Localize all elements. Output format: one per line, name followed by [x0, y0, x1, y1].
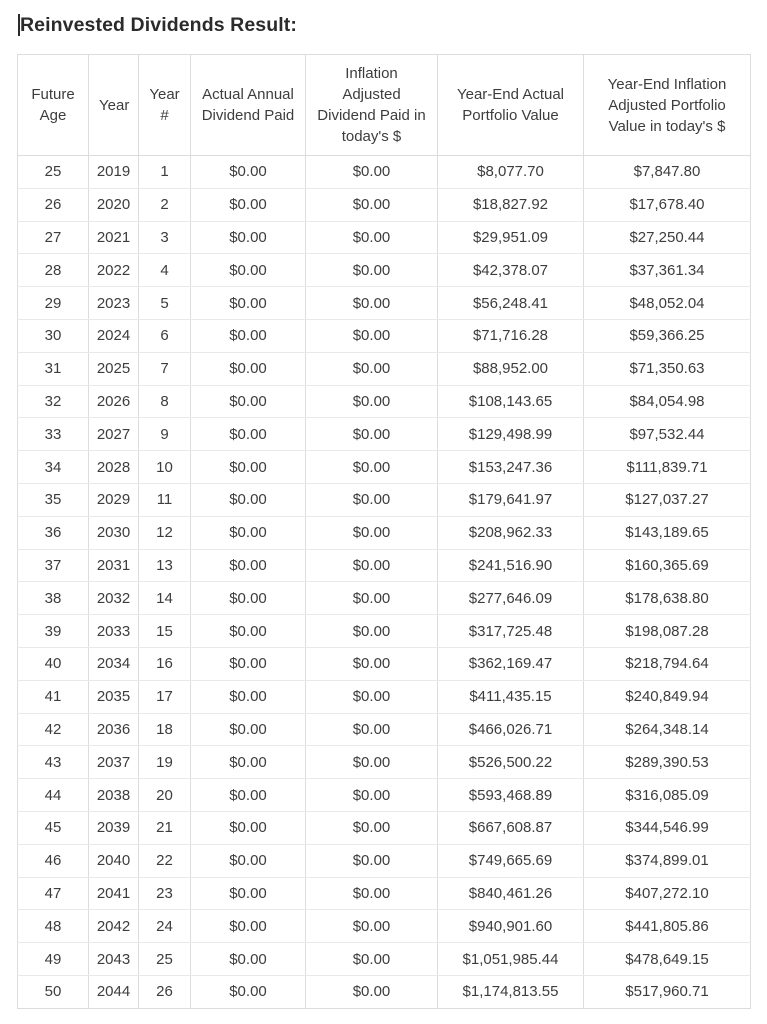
- table-row: [18, 647, 751, 680]
- table-cell: $0.00: [306, 516, 438, 549]
- table-cell: $71,350.63: [584, 352, 751, 385]
- table-cell: $0.00: [191, 254, 306, 287]
- table-cell: 2044: [89, 975, 139, 1008]
- table-row: [18, 713, 751, 746]
- table-cell: $0.00: [191, 549, 306, 582]
- table-cell: $374,899.01: [584, 844, 751, 877]
- table-row: [18, 811, 751, 844]
- table-cell: $108,143.65: [438, 385, 584, 418]
- table-cell: 2031: [89, 549, 139, 582]
- table-cell: 50: [18, 975, 89, 1008]
- table-cell: $179,641.97: [438, 483, 584, 516]
- table-row: [18, 844, 751, 877]
- table-cell: $27,250.44: [584, 221, 751, 254]
- table-row: [18, 156, 751, 189]
- table-cell: 26: [139, 975, 191, 1008]
- table-cell: 2027: [89, 418, 139, 451]
- table-cell: 2035: [89, 680, 139, 713]
- table-cell: $0.00: [191, 680, 306, 713]
- table-cell: 2039: [89, 811, 139, 844]
- table-cell: 42: [18, 713, 89, 746]
- table-cell: $749,665.69: [438, 844, 584, 877]
- table-cell: $0.00: [306, 647, 438, 680]
- table-cell: 49: [18, 943, 89, 976]
- table-cell: 43: [18, 746, 89, 779]
- table-cell: $127,037.27: [584, 483, 751, 516]
- table-row: [18, 254, 751, 287]
- table-cell: $0.00: [191, 352, 306, 385]
- table-cell: 8: [139, 385, 191, 418]
- table-cell: $840,461.26: [438, 877, 584, 910]
- table-cell: $153,247.36: [438, 451, 584, 484]
- table-cell: $129,498.99: [438, 418, 584, 451]
- table-cell: $277,646.09: [438, 582, 584, 615]
- table-cell: $0.00: [191, 615, 306, 648]
- table-cell: $71,716.28: [438, 319, 584, 352]
- table-cell: 2033: [89, 615, 139, 648]
- table-cell: $0.00: [306, 418, 438, 451]
- table-cell: $0.00: [306, 615, 438, 648]
- table-cell: $0.00: [191, 188, 306, 221]
- table-cell: 30: [18, 319, 89, 352]
- table-cell: $0.00: [191, 943, 306, 976]
- table-cell: 33: [18, 418, 89, 451]
- table-cell: $441,805.86: [584, 910, 751, 943]
- table-cell: 1: [139, 156, 191, 189]
- table-row: [18, 549, 751, 582]
- table-cell: $0.00: [306, 779, 438, 812]
- table-cell: 2041: [89, 877, 139, 910]
- table-cell: $59,366.25: [584, 319, 751, 352]
- table-cell: 3: [139, 221, 191, 254]
- table-row: [18, 287, 751, 320]
- table-cell: 2020: [89, 188, 139, 221]
- table-cell: 38: [18, 582, 89, 615]
- table-cell: $88,952.00: [438, 352, 584, 385]
- table-cell: 25: [18, 156, 89, 189]
- table-cell: $0.00: [191, 483, 306, 516]
- table-body: [18, 156, 751, 1009]
- table-cell: $42,378.07: [438, 254, 584, 287]
- table-cell: $48,052.04: [584, 287, 751, 320]
- table-row: [18, 779, 751, 812]
- table-cell: 25: [139, 943, 191, 976]
- table-cell: $0.00: [191, 385, 306, 418]
- table-cell: $0.00: [191, 647, 306, 680]
- table-cell: $0.00: [306, 549, 438, 582]
- table-cell: 21: [139, 811, 191, 844]
- table-cell: 19: [139, 746, 191, 779]
- table-cell: 35: [18, 483, 89, 516]
- table-cell: 37: [18, 549, 89, 582]
- table-cell: $0.00: [191, 811, 306, 844]
- table-row: [18, 319, 751, 352]
- table-cell: 2036: [89, 713, 139, 746]
- table-cell: 2029: [89, 483, 139, 516]
- column-header: Year-End Actual Portfolio Value: [438, 55, 584, 156]
- table-cell: 12: [139, 516, 191, 549]
- table-header: [18, 55, 751, 156]
- column-header: Year-End Inflation Adjusted Portfolio Value in today's $: [584, 55, 751, 156]
- table-cell: $0.00: [191, 844, 306, 877]
- table-row: [18, 746, 751, 779]
- table-cell: $218,794.64: [584, 647, 751, 680]
- column-header: Future Age: [18, 55, 89, 156]
- table-cell: $0.00: [191, 516, 306, 549]
- table-cell: 2040: [89, 844, 139, 877]
- table-cell: 47: [18, 877, 89, 910]
- table-cell: 31: [18, 352, 89, 385]
- table-cell: $264,348.14: [584, 713, 751, 746]
- table-cell: $593,468.89: [438, 779, 584, 812]
- table-cell: $0.00: [191, 418, 306, 451]
- table-cell: $0.00: [306, 582, 438, 615]
- table-cell: $18,827.92: [438, 188, 584, 221]
- table-cell: 2034: [89, 647, 139, 680]
- table-cell: $667,608.87: [438, 811, 584, 844]
- table-row: [18, 451, 751, 484]
- table-cell: 39: [18, 615, 89, 648]
- table-cell: 5: [139, 287, 191, 320]
- table-cell: $0.00: [191, 877, 306, 910]
- table-cell: $407,272.10: [584, 877, 751, 910]
- table-cell: $208,962.33: [438, 516, 584, 549]
- table-cell: $0.00: [306, 451, 438, 484]
- table-cell: 2: [139, 188, 191, 221]
- table-cell: 2021: [89, 221, 139, 254]
- table-cell: 2024: [89, 319, 139, 352]
- table-cell: $0.00: [191, 451, 306, 484]
- table-cell: 14: [139, 582, 191, 615]
- table-cell: $0.00: [306, 713, 438, 746]
- table-row: [18, 943, 751, 976]
- table-cell: 29: [18, 287, 89, 320]
- table-cell: $0.00: [306, 254, 438, 287]
- table-row: [18, 385, 751, 418]
- table-cell: $289,390.53: [584, 746, 751, 779]
- table-cell: 2043: [89, 943, 139, 976]
- table-row: [18, 516, 751, 549]
- table-cell: 2023: [89, 287, 139, 320]
- table-cell: $0.00: [306, 156, 438, 189]
- table-row: [18, 877, 751, 910]
- table-cell: $111,839.71: [584, 451, 751, 484]
- table-cell: 2042: [89, 910, 139, 943]
- table-cell: $0.00: [191, 287, 306, 320]
- table-row: [18, 582, 751, 615]
- table-cell: $0.00: [306, 385, 438, 418]
- table-cell: 34: [18, 451, 89, 484]
- table-cell: $143,189.65: [584, 516, 751, 549]
- table-row: [18, 680, 751, 713]
- table-cell: 18: [139, 713, 191, 746]
- table-cell: $17,678.40: [584, 188, 751, 221]
- table-row: [18, 910, 751, 943]
- table-cell: 26: [18, 188, 89, 221]
- table-cell: $526,500.22: [438, 746, 584, 779]
- table-cell: 11: [139, 483, 191, 516]
- table-row: [18, 418, 751, 451]
- table-cell: $940,901.60: [438, 910, 584, 943]
- table-cell: 48: [18, 910, 89, 943]
- table-cell: $84,054.98: [584, 385, 751, 418]
- table-row: [18, 221, 751, 254]
- table-cell: $178,638.80: [584, 582, 751, 615]
- table-cell: 13: [139, 549, 191, 582]
- table-cell: $478,649.15: [584, 943, 751, 976]
- table-row: [18, 615, 751, 648]
- table-cell: 24: [139, 910, 191, 943]
- table-cell: $362,169.47: [438, 647, 584, 680]
- table-cell: 9: [139, 418, 191, 451]
- table-cell: $0.00: [306, 746, 438, 779]
- table-cell: 2022: [89, 254, 139, 287]
- table-row: [18, 188, 751, 221]
- table-cell: $517,960.71: [584, 975, 751, 1008]
- table-cell: $0.00: [306, 352, 438, 385]
- table-cell: $0.00: [306, 680, 438, 713]
- table-cell: $1,051,985.44: [438, 943, 584, 976]
- table-cell: 46: [18, 844, 89, 877]
- table-cell: 45: [18, 811, 89, 844]
- table-cell: $0.00: [191, 975, 306, 1008]
- table-row: [18, 975, 751, 1008]
- table-cell: $7,847.80: [584, 156, 751, 189]
- table-cell: 41: [18, 680, 89, 713]
- table-cell: $0.00: [306, 910, 438, 943]
- table-cell: 2030: [89, 516, 139, 549]
- table-cell: $316,085.09: [584, 779, 751, 812]
- results-table: [17, 54, 751, 1009]
- table-cell: $344,546.99: [584, 811, 751, 844]
- table-cell: $0.00: [306, 844, 438, 877]
- table-cell: $0.00: [306, 221, 438, 254]
- table-cell: 36: [18, 516, 89, 549]
- table-cell: $0.00: [306, 188, 438, 221]
- table-cell: $0.00: [191, 779, 306, 812]
- table-cell: $97,532.44: [584, 418, 751, 451]
- table-cell: 27: [18, 221, 89, 254]
- table-cell: 2028: [89, 451, 139, 484]
- table-cell: 23: [139, 877, 191, 910]
- table-cell: 2038: [89, 779, 139, 812]
- table-cell: 2026: [89, 385, 139, 418]
- column-header: Year #: [139, 55, 191, 156]
- table-cell: 2032: [89, 582, 139, 615]
- table-cell: 15: [139, 615, 191, 648]
- column-header: Year: [89, 55, 139, 156]
- table-cell: $0.00: [191, 156, 306, 189]
- table-cell: 28: [18, 254, 89, 287]
- table-cell: 22: [139, 844, 191, 877]
- table-cell: $411,435.15: [438, 680, 584, 713]
- table-cell: $0.00: [306, 319, 438, 352]
- table-cell: 7: [139, 352, 191, 385]
- table-cell: 44: [18, 779, 89, 812]
- table-cell: $240,849.94: [584, 680, 751, 713]
- table-cell: $1,174,813.55: [438, 975, 584, 1008]
- table-cell: $0.00: [306, 943, 438, 976]
- table-cell: $8,077.70: [438, 156, 584, 189]
- table-cell: $241,516.90: [438, 549, 584, 582]
- table-cell: $0.00: [306, 811, 438, 844]
- table-cell: $198,087.28: [584, 615, 751, 648]
- table-cell: $0.00: [191, 713, 306, 746]
- table-cell: 32: [18, 385, 89, 418]
- table-cell: $0.00: [306, 877, 438, 910]
- table-cell: $0.00: [306, 483, 438, 516]
- table-cell: $0.00: [306, 287, 438, 320]
- table-cell: $0.00: [191, 910, 306, 943]
- table-cell: 20: [139, 779, 191, 812]
- table-cell: 16: [139, 647, 191, 680]
- table-cell: $0.00: [191, 582, 306, 615]
- table-cell: $0.00: [191, 221, 306, 254]
- table-cell: $0.00: [306, 975, 438, 1008]
- table-row: [18, 352, 751, 385]
- table-cell: $0.00: [191, 746, 306, 779]
- table-cell: $29,951.09: [438, 221, 584, 254]
- title-row: [18, 12, 753, 38]
- table-cell: 4: [139, 254, 191, 287]
- table-cell: 6: [139, 319, 191, 352]
- table-cell: $0.00: [191, 319, 306, 352]
- table-cell: 2037: [89, 746, 139, 779]
- table-cell: $37,361.34: [584, 254, 751, 287]
- table-cell: $56,248.41: [438, 287, 584, 320]
- column-header: Inflation Adjusted Dividend Paid in today's $: [306, 55, 438, 156]
- table-cell: 10: [139, 451, 191, 484]
- table-cell: $466,026.71: [438, 713, 584, 746]
- table-cell: $160,365.69: [584, 549, 751, 582]
- table-row: [18, 483, 751, 516]
- table-cell: 2019: [89, 156, 139, 189]
- table-cell: 40: [18, 647, 89, 680]
- page-title: Reinvested Dividends Result:: [20, 14, 297, 36]
- column-header: Actual Annual Dividend Paid: [191, 55, 306, 156]
- table-cell: $317,725.48: [438, 615, 584, 648]
- table-cell: 17: [139, 680, 191, 713]
- header-row: [18, 55, 751, 156]
- table-cell: 2025: [89, 352, 139, 385]
